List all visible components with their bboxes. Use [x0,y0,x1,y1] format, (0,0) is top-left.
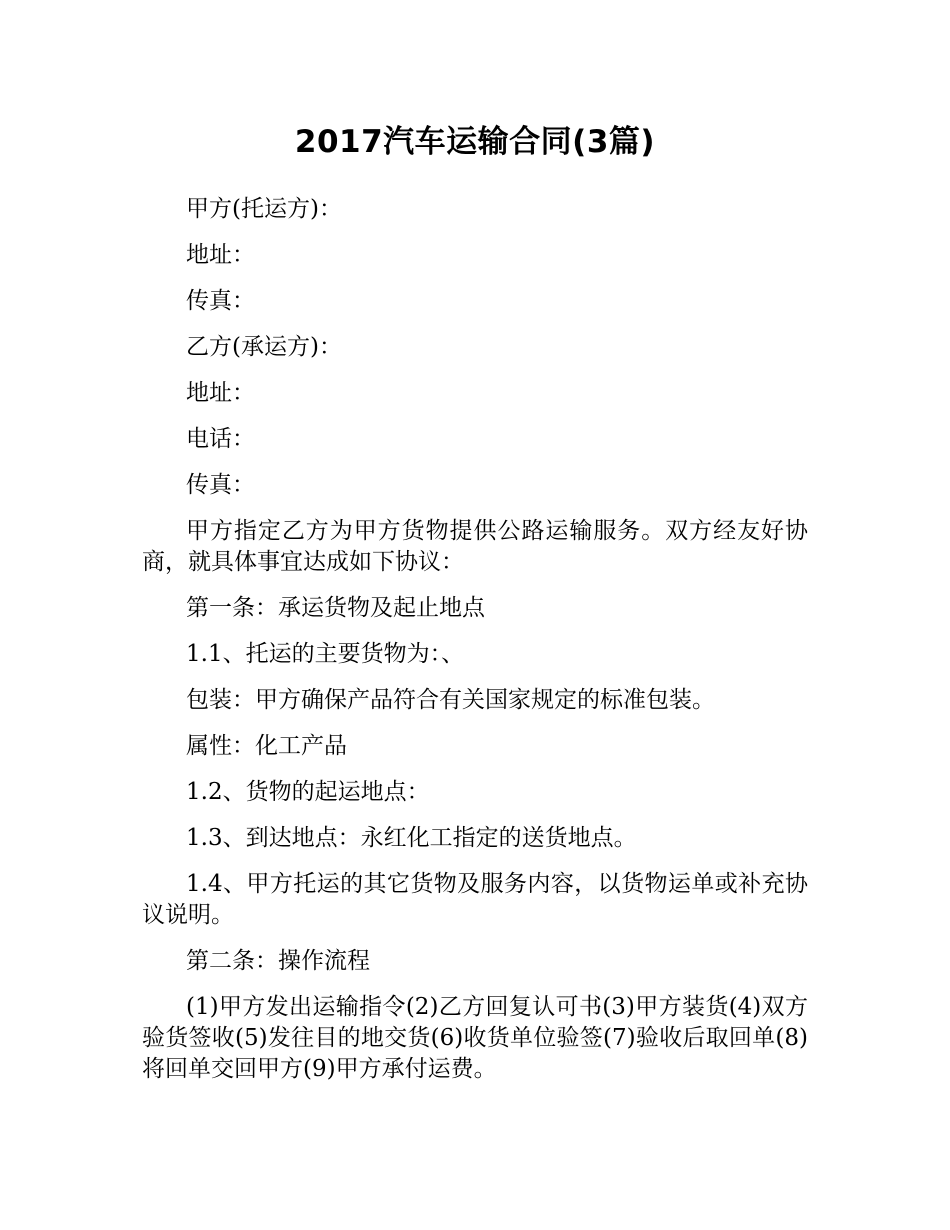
article-2-heading: 第二条：操作流程 [186,948,370,974]
party-b-address-line: 地址： [186,380,255,406]
document-body [142,194,808,1085]
clause-1-4: 1.4、甲方托运的其它货物及服务内容，以货物运单或补充协议说明。 [142,871,808,928]
agreement-intro-paragraph: 甲方指定乙方为甲方货物提供公路运输服务。双方经友好协商，就具体事宜达成如下协议： [142,518,808,575]
party-a-fax-line: 传真： [186,288,255,314]
party-a-line: 甲方(托运方)： [186,196,342,222]
document-title: 2017汽车运输合同(3篇) [294,124,656,160]
article-1-heading: 第一条：承运货物及起止地点 [186,595,485,621]
process-steps-paragraph: (1)甲方发出运输指令(2)乙方回复认可书(3)甲方装货(4)双方验货签收(5)发往目的地交货(6)收货单位验签(7)验收后取回单(8)将回单交回甲方(9)甲方承付运费。 [142,994,808,1082]
party-a-address-line: 地址： [186,242,255,268]
clause-1-1: 1.1、托运的主要货物为：、 [186,641,465,667]
party-b-line: 乙方(承运方)： [186,334,342,360]
clause-1-3: 1.3、到达地点：永红化工指定的送货地点。 [186,825,637,851]
party-b-fax-line: 传真： [186,472,255,498]
party-b-phone-line: 电话： [186,426,255,452]
attribute-clause: 属性：化工产品 [186,733,347,759]
clause-1-2: 1.2、货物的起运地点： [186,779,430,805]
packaging-clause: 包装：甲方确保产品符合有关国家规定的标准包装。 [186,687,715,713]
